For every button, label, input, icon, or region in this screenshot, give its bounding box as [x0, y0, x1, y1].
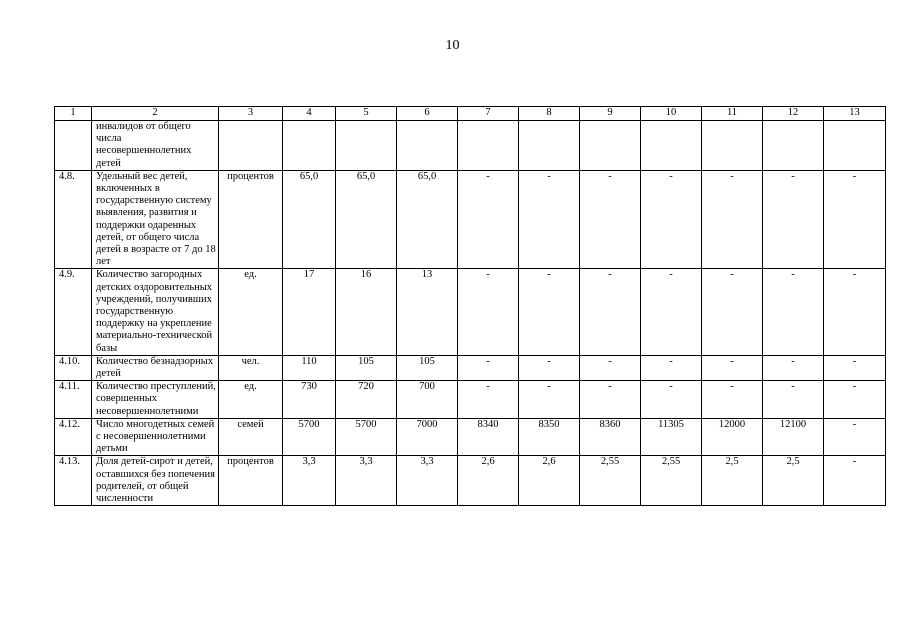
column-header: 10: [641, 107, 702, 121]
value-cell: -: [763, 381, 824, 419]
indicators-table: [54, 106, 886, 506]
value-cell: [283, 121, 336, 171]
column-header: 1: [55, 107, 92, 121]
table-body: [55, 107, 886, 506]
value-cell: 11305: [641, 418, 702, 456]
indicator-name-cell: инвалидов от общего числа несовершеннолетних детей: [92, 121, 219, 171]
value-cell: 12100: [763, 418, 824, 456]
value-cell: -: [641, 170, 702, 269]
value-cell: 8340: [458, 418, 519, 456]
header-row: [55, 107, 886, 121]
value-cell: -: [702, 381, 763, 419]
value-cell: -: [519, 355, 580, 380]
table-row: [55, 456, 886, 506]
value-cell: -: [824, 355, 886, 380]
table-row: [55, 121, 886, 171]
value-cell: 5700: [336, 418, 397, 456]
unit-cell: семей: [219, 418, 283, 456]
value-cell: -: [458, 381, 519, 419]
value-cell: 3,3: [283, 456, 336, 506]
column-header: 13: [824, 107, 886, 121]
value-cell: -: [580, 355, 641, 380]
value-cell: 8360: [580, 418, 641, 456]
column-header: 3: [219, 107, 283, 121]
column-header: 4: [283, 107, 336, 121]
value-cell: -: [824, 418, 886, 456]
indicator-name-cell: Доля детей-сирот и детей, оставшихся без попечения родителей, от общей численности: [92, 456, 219, 506]
column-header: 12: [763, 107, 824, 121]
value-cell: -: [458, 269, 519, 355]
row-number-cell: [55, 121, 92, 171]
value-cell: 17: [283, 269, 336, 355]
value-cell: 7000: [397, 418, 458, 456]
value-cell: [519, 121, 580, 171]
value-cell: [763, 121, 824, 171]
column-header: 9: [580, 107, 641, 121]
unit-cell: процентов: [219, 456, 283, 506]
value-cell: -: [824, 456, 886, 506]
row-number-cell: 4.9.: [55, 269, 92, 355]
value-cell: -: [458, 170, 519, 269]
value-cell: -: [641, 381, 702, 419]
value-cell: 8350: [519, 418, 580, 456]
value-cell: -: [580, 170, 641, 269]
row-number-cell: 4.11.: [55, 381, 92, 419]
column-header: 6: [397, 107, 458, 121]
value-cell: 65,0: [283, 170, 336, 269]
value-cell: 65,0: [397, 170, 458, 269]
column-header: 5: [336, 107, 397, 121]
value-cell: -: [519, 269, 580, 355]
value-cell: -: [824, 269, 886, 355]
value-cell: 16: [336, 269, 397, 355]
value-cell: 5700: [283, 418, 336, 456]
value-cell: 13: [397, 269, 458, 355]
value-cell: -: [641, 269, 702, 355]
table-row: [55, 355, 886, 380]
value-cell: 12000: [702, 418, 763, 456]
value-cell: 720: [336, 381, 397, 419]
row-number-cell: 4.12.: [55, 418, 92, 456]
value-cell: -: [824, 170, 886, 269]
indicator-name-cell: Удельный вес детей, включенных в государственную систему выявления, развития и поддержки одаренных детей, от общего числа детей в возрасте от 7 до 18 лет: [92, 170, 219, 269]
value-cell: -: [702, 269, 763, 355]
indicator-name-cell: Количество преступлений, совершенных несовершеннолетними: [92, 381, 219, 419]
value-cell: [641, 121, 702, 171]
value-cell: 2,5: [763, 456, 824, 506]
value-cell: 2,55: [580, 456, 641, 506]
row-number-cell: 4.10.: [55, 355, 92, 380]
value-cell: 730: [283, 381, 336, 419]
indicator-name-cell: Число многодетных семей с несовершеннолетними детьми: [92, 418, 219, 456]
unit-cell: чел.: [219, 355, 283, 380]
table-row: [55, 381, 886, 419]
value-cell: -: [763, 269, 824, 355]
column-header: 8: [519, 107, 580, 121]
value-cell: 3,3: [397, 456, 458, 506]
page-number: 10: [445, 38, 460, 53]
value-cell: 2,6: [458, 456, 519, 506]
value-cell: -: [763, 355, 824, 380]
value-cell: 3,3: [336, 456, 397, 506]
value-cell: 105: [336, 355, 397, 380]
value-cell: [580, 121, 641, 171]
value-cell: [458, 121, 519, 171]
indicator-name-cell: Количество загородных детских оздоровительных учреждений, получивших государственную поддержку на укрепление материально-технической базы: [92, 269, 219, 355]
value-cell: -: [519, 170, 580, 269]
unit-cell: ед.: [219, 381, 283, 419]
column-header: 2: [92, 107, 219, 121]
value-cell: 2,6: [519, 456, 580, 506]
value-cell: -: [702, 170, 763, 269]
value-cell: -: [580, 381, 641, 419]
value-cell: 700: [397, 381, 458, 419]
row-number-cell: 4.8.: [55, 170, 92, 269]
value-cell: 110: [283, 355, 336, 380]
value-cell: -: [641, 355, 702, 380]
value-cell: 105: [397, 355, 458, 380]
unit-cell: процентов: [219, 170, 283, 269]
value-cell: 2,55: [641, 456, 702, 506]
indicator-name-cell: Количество безнадзорных детей: [92, 355, 219, 380]
value-cell: [397, 121, 458, 171]
value-cell: -: [702, 355, 763, 380]
column-header: 7: [458, 107, 519, 121]
value-cell: [824, 121, 886, 171]
value-cell: 2,5: [702, 456, 763, 506]
value-cell: -: [519, 381, 580, 419]
value-cell: -: [458, 355, 519, 380]
value-cell: -: [763, 170, 824, 269]
row-number-cell: 4.13.: [55, 456, 92, 506]
value-cell: [702, 121, 763, 171]
value-cell: -: [824, 381, 886, 419]
value-cell: -: [580, 269, 641, 355]
table-row: [55, 170, 886, 269]
column-header: 11: [702, 107, 763, 121]
value-cell: 65,0: [336, 170, 397, 269]
table-row: [55, 418, 886, 456]
value-cell: [336, 121, 397, 171]
table-row: [55, 269, 886, 355]
unit-cell: ед.: [219, 269, 283, 355]
unit-cell: [219, 121, 283, 171]
